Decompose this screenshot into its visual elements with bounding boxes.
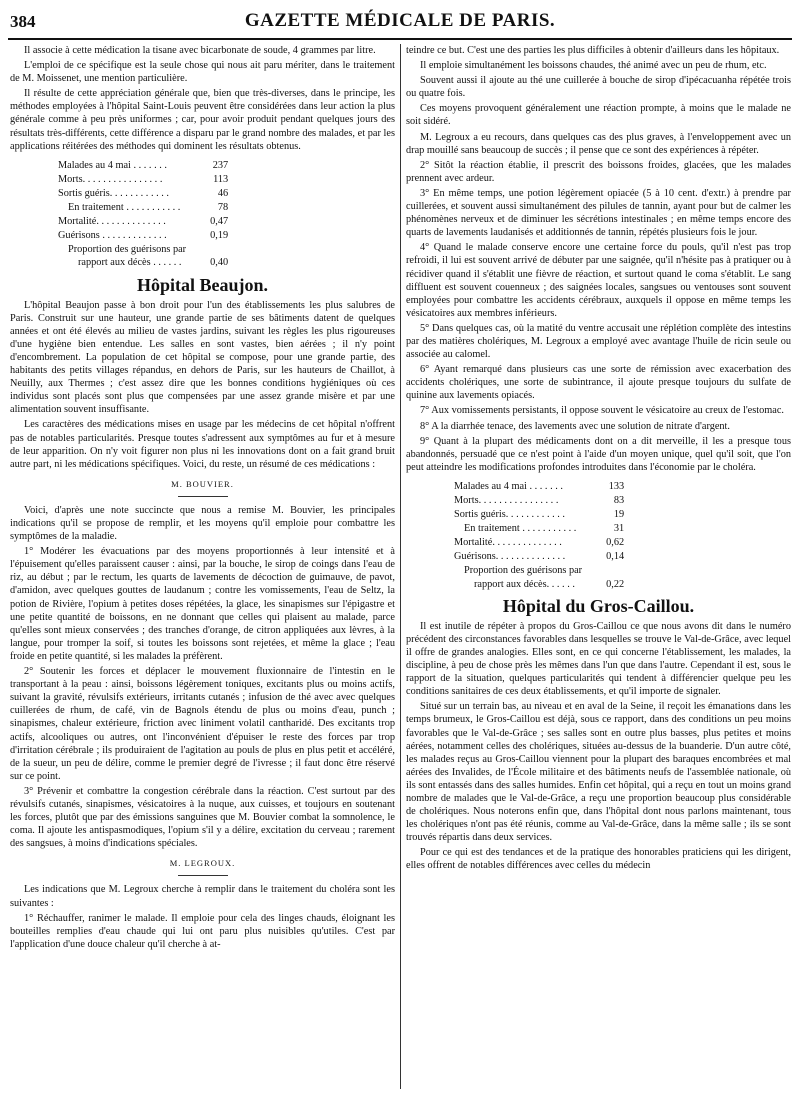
stats-row — [58, 187, 228, 201]
paragraph: Il associe à cette médication la tisane avec bicarbonate de soude, 4 grammes par litre. — [24, 45, 376, 56]
page-number: 384 — [10, 12, 36, 31]
stat-value: 19 — [613, 509, 625, 521]
stats-row — [58, 243, 228, 270]
paragraph: Il résulte de cette appréciation générale que, bien que très-diverses, dans le principe, les méthodes employées à l'hôpital Saint-Louis peuvent être considérées dans leur action la plus générale comme à peu près uniformes ; car, pour avoir produit pendant quelques jours des résultats très-différents, cette différence a disparu par le grand nombre des malades, et par les applications réitérées des méthodes qui dominent les résultats obtenus. — [10, 88, 395, 152]
stats-row — [454, 508, 624, 522]
stats-row — [58, 215, 228, 229]
stat-label: Malades au 4 mai . . . . . . . — [454, 480, 563, 492]
stats-row — [454, 522, 624, 536]
stat-value: 0,62 — [606, 537, 625, 549]
section-title-gros-caillou: Hôpital du Gros-Caillou. — [502, 595, 695, 616]
paragraph: 3° Prévenir et combattre la congestion cérébrale dans la réaction. C'est surtout par des révulsifs cutanés, sinapismes, vésicatoires à la nuque, aux cuisses, et toujours en soutenant les forces, plutôt que par des émissions sanguines que M. Bouvier combat la somnolence, le coma. Il ajoute les antispasmodiques, l'opium s'il y a délire, excitation du cerveau ; rarement des sangsues, à moins d'indications spéciales. — [10, 785, 395, 850]
paragraph: Il emploie simultanément les boissons chaudes, thé animé avec un peu de rhum, etc. — [420, 60, 767, 72]
stats-row — [454, 494, 624, 508]
paragraph: 2° Soutenir les forces et déplacer le mouvement fluxionnaire de l'intestin en le transportant à la peau : ainsi, boissons légèrement toniques, excitants plus ou moins actifs, suivant la gravité, révulsifs extérieurs, irritants cutanés ; infusion de thé avec avec quelques cuillerées de rhum, de café, vin de Bagnols étendu de plus ou moins d'eau, punch ; sinapismes, chaleur extérieure, friction avec liniment volatil cantharidé. Des excitants trop actifs, alcooliques ou autres, ont l'inconvénient d'épuiser le reste des forces par trop d'irritation cérébrale ; ils produiraient de l'agitation au pouls de plus en plus petit et accéléré, de la sueur, un peu de délire, comme le premier degré de l'ivresse ; il faut donc être réservé sur ce point. — [10, 666, 395, 782]
stat-value: 46 — [217, 187, 229, 199]
paragraph: 5° Dans quelques cas, où la matité du ventre accusait une réplétion complète des intestins par des matières cholériques, M. Legroux a employé avec avantage l'huile de ricin seule ou associée au calomel. — [406, 322, 791, 361]
paragraph: 3° En même temps, une potion légèrement opiacée (5 à 10 cent. d'extr.) à prendre par cuillerées, et souvent aussi simultanément des pilules de tannin, ayant pour but de calmer les phénomènes nerveux et de diminuer les sécrétions intestinales ; en même temps encore des quarts de lavements laudanisés et additionnés de tannin, répétés plusieurs fois le jour. — [406, 187, 791, 239]
journal-title: GAZETTE MÉDICALE DE PARIS. — [244, 10, 556, 31]
stats-row — [454, 480, 624, 494]
stat-label: Mortalité. . . . . . . . . . . . . . — [454, 537, 562, 549]
paragraph-continued: teindre ce but. C'est une des parties les plus difficiles à obtenir d'ailleurs dans les hôpitaux. — [406, 45, 780, 56]
stats-table-beaujon — [454, 480, 624, 592]
paragraph: Pour ce qui est des tendances et de la pratique des honorables praticiens qui les dirigent, elles offrent de notables différences avec celles du médecin — [406, 847, 791, 872]
stats-row — [58, 229, 228, 243]
right-column — [406, 44, 791, 1089]
stat-label: Guérisons . . . . . . . . . . . . . — [58, 230, 167, 242]
stats-row — [454, 536, 624, 550]
stat-value: 0,40 — [210, 257, 229, 269]
paragraph: 4° Quand le malade conserve encore une certaine force du pouls, qu'il n'est pas trop refroidi, il lui est souvent arrivé de débuter par une saignée, qu'il n'hésite pas à pratiquer ou à récidiver quand il s'établit une fièvre de réaction, et surtout quand le coma s'établit. Le sang diffluent est souvent couenneux ; des saignées locales, sangsues ou ventouses sont souvent employées pour combattre les accidents cérébraux, auxquels il oppose en même temps les vésicatoires aux membres inférieurs. — [406, 242, 791, 319]
stat-label: Guérisons. . . . . . . . . . . . . . — [454, 551, 566, 563]
paragraph: 1° Modérer les évacuations par des moyens proportionnés à leur intensité et à l'épuisement qu'elles paraissent causer : ainsi, par la bouche, le sirop de coings dans l'eau de riz, au début ; par le rectum, les quarts de lavements de décoction de guimauve, de pavot, d'amidon, avec quelques gouttes de laudanum ; contre les vomissements, l'eau de Seltz, la potion de Rivière, l'opium à petites doses répétées, la glace, les sinapismes sur l'épigastre et une petite quantité de boissons, en ne donnant que celles qui plaisent au malade, parce qu'elles sont mieux conservées ; des tranches d'orange, de citron appliquées aux lèvres, à la langue, pour tromper la soif, si toutes les boissons sont rejetées, et même la glace ; l'eau froide en petite quantité, si les malades la préfèrent. — [10, 546, 395, 662]
stats-row — [58, 159, 228, 173]
paragraph: 1° Réchauffer, ranimer le malade. Il emploie pour cela des linges chauds, éloignant les bouteilles remplies d'eau chaude qui lui ont paru plus nuisibles qu'utiles. C'est par l'application d'une douce chaleur qu'il cherche à at- — [10, 912, 395, 950]
stat-label — [58, 243, 186, 270]
paragraph: M. Legroux a eu recours, dans quelques cas des plus graves, à l'enveloppement avec un drap mouillé sans beaucoup de succès ; il pense que ce sont des expériences à répéter. — [406, 131, 791, 156]
paragraph: 8° A la diarrhée tenace, des lavements avec une solution de nitrate d'argent. — [420, 420, 730, 432]
paragraph: Ces moyens provoquent généralement une réaction prompte, à moins que le malade ne soit sidéré. — [406, 103, 791, 128]
paragraph: Voici, d'après une note succincte que nous a remise M. Bouvier, les principales indications qu'il se propose de remplir, et les moyens qu'il emploie pour combattre les symptômes de la maladie. — [10, 504, 395, 543]
paragraph: 2° Sitôt la réaction établie, il prescrit des boissons froides, glacées, que les malades prennent avec ardeur. — [406, 159, 791, 184]
stat-label-line: Proportion des guérisons par — [464, 565, 583, 577]
stat-label: Sortis guéris. . . . . . . . . . . . — [58, 187, 169, 199]
paragraph: 6° Ayant remarqué dans plusieurs cas une sorte de rémission avec exacerbation des accidents cholériques, une sorte de subintrance, il ajoute presque toujours du sulfate de quinine aux lavements opiacés. — [406, 364, 791, 402]
paragraph: Il est inutile de répéter à propos du Gros-Caillou ce que nous avons dit dans le numéro précédent des circonstances favorables dans lesquelles se trouve le Val-de-Grâce, avec lequel il offre de grandes analogies. Elles sont, en ce qui concerne l'établissement, les malades, la discipline, à peu de chose près les mêmes dans l'un que dans l'autre. Cependant il est, sous le rapport de la situation, quelques particularités qui tendent à différencier quelque peu les conditions sanitaires de ces deux établissements, et qu'il importe de signaler. — [406, 620, 791, 698]
stat-value: 0,47 — [210, 216, 229, 228]
stat-value: 83 — [613, 495, 625, 506]
stats-row — [58, 173, 228, 187]
column-divider — [400, 44, 401, 1089]
stat-label-line: rapport aux décès . . . . . . — [78, 257, 182, 269]
stat-value: 113 — [213, 173, 229, 185]
paragraph: Souvent aussi il ajoute au thé une cuillerée à bouche de sirop d'ipécacuanha répétée trois ou quatre fois. — [406, 75, 791, 100]
paragraph: 9° Quant à la plupart des médicaments dont on a dit merveille, il les a presque tous abandonnés, persuadé que ce n'est point à l'aide d'un moyen unique, quel qu'il soit, que l'on peut atteindre les modifications profondes introduites dans l'économie par le choléra. — [406, 435, 791, 473]
paragraph: Situé sur un terrain bas, au niveau et en aval de la Seine, il reçoit les émanations dans les temps brumeux, le Gros-Caillou est déjà, sous ce rapport, dans des conditions un peu moins favorables que le Val-de-Grâce ; ses salles sont en outre plus basses, plus petites et moins aérées, notamment celles des cholériques, situées au-dessus de la buanderie. D'un autre côté, les malades reçus au Gros-Caillou viennent pour la plupart des baraques encombrées et mal aérées des Invalides, de l'École militaire et des bâtiments neufs de l'assemblée nationale, où ils sont entassés dans des salles humides. Enfin cet hôpital, qui a reçu en tout un moins grand nombre de malades que le Val-de-Grâce, a reçu une proportion beaucoup plus considérable de cholériques. Nous noterons enfin que, dans l'hôpital dont nous parlons maintenant, tous les cholériques n'ont pas été réunis, comme au Val-de-Grâce, dans la même salle ; ils se sont trouvés répartis dans deux services. — [406, 701, 791, 844]
stat-value: 133 — [608, 480, 625, 492]
stat-label: Morts. . . . . . . . . . . . . . . . — [58, 173, 163, 185]
stat-value: 237 — [212, 159, 229, 171]
stat-value: 31 — [613, 523, 625, 535]
subheading-legroux: M. LEGROUX. — [10, 857, 395, 876]
stat-label: En traitement . . . . . . . . . . . — [464, 523, 577, 535]
stat-label-line: rapport aux décès. . . . . . — [474, 578, 575, 590]
paragraph: Les caractères des médications mises en usage par les médecins de cet hôpital n'offrent pas de notables particularités. Presque toutes s'adressent aux symptômes au fur et à mesure de leur apparition. On n'y voit figurer non plus ni les innovations dont on a fait grand bruit autre part, ni les médications spécifiques. Voici, du reste, un résumé de ces médications : — [10, 419, 395, 470]
stat-label: Malades au 4 mai . . . . . . . — [58, 159, 167, 171]
paragraph: 7° Aux vomissements persistants, il oppose souvent le vésicatoire au creux de l'estomac. — [420, 405, 784, 417]
stat-value: 0,22 — [606, 578, 625, 590]
page-header — [8, 8, 792, 40]
stat-value: 0,14 — [606, 551, 625, 563]
paragraph: L'hôpital Beaujon passe à bon droit pour l'un des établissements les plus salubres de Paris. Construit sur une hauteur, une grande partie de ses bâtiments datent de quelques années et ont été élevés au milieu de vastes jardins, suivant les règles les plus rigoureuses d'une hygiène bien entendue. Les salles en sont vastes, bien aérées ; il n'y point d'encombrement. La population de cet hôpital se compose, pour une grande partie, des habitants des petits villages répandus, en dehors de Paris, sur les hauteurs de Chaillot, à Neuilly, aux Thermes ; c'est assez dire que les bonnes conditions hygiéniques où ces individus sont placés sont plus que compensées par une assez grande misère et par une alimentation souvent insuffisante. — [10, 299, 395, 416]
stat-label: Mortalité. . . . . . . . . . . . . . — [58, 216, 166, 228]
left-column — [10, 44, 395, 1089]
stat-label: En traitement . . . . . . . . . . . — [68, 202, 181, 214]
stats-row — [454, 550, 624, 564]
stats-row — [454, 564, 624, 591]
paragraph: Les indications que M. Legroux cherche à remplir dans le traitement du choléra sont les suivantes : — [10, 884, 395, 909]
stat-label-line: Proportion des guérisons par — [68, 244, 187, 256]
stat-label — [454, 564, 582, 591]
subheading-bouvier: M. BOUVIER. — [10, 478, 395, 497]
stat-label: Morts. . . . . . . . . . . . . . . . — [454, 495, 559, 506]
stats-row — [58, 201, 228, 215]
intro-section — [10, 44, 395, 153]
stat-value: 0,19 — [210, 230, 229, 242]
stat-label: Sortis guéris. . . . . . . . . . . . — [454, 509, 565, 521]
paragraph: L'emploi de ce spécifique est la seule chose qui nous ait paru mériter, dans le traitement de M. Moissenet, une mention particulière. — [10, 60, 395, 85]
stat-value: 78 — [217, 202, 229, 214]
stats-table-saint-louis — [58, 159, 228, 271]
section-title-beaujon: Hôpital Beaujon. — [136, 274, 269, 295]
